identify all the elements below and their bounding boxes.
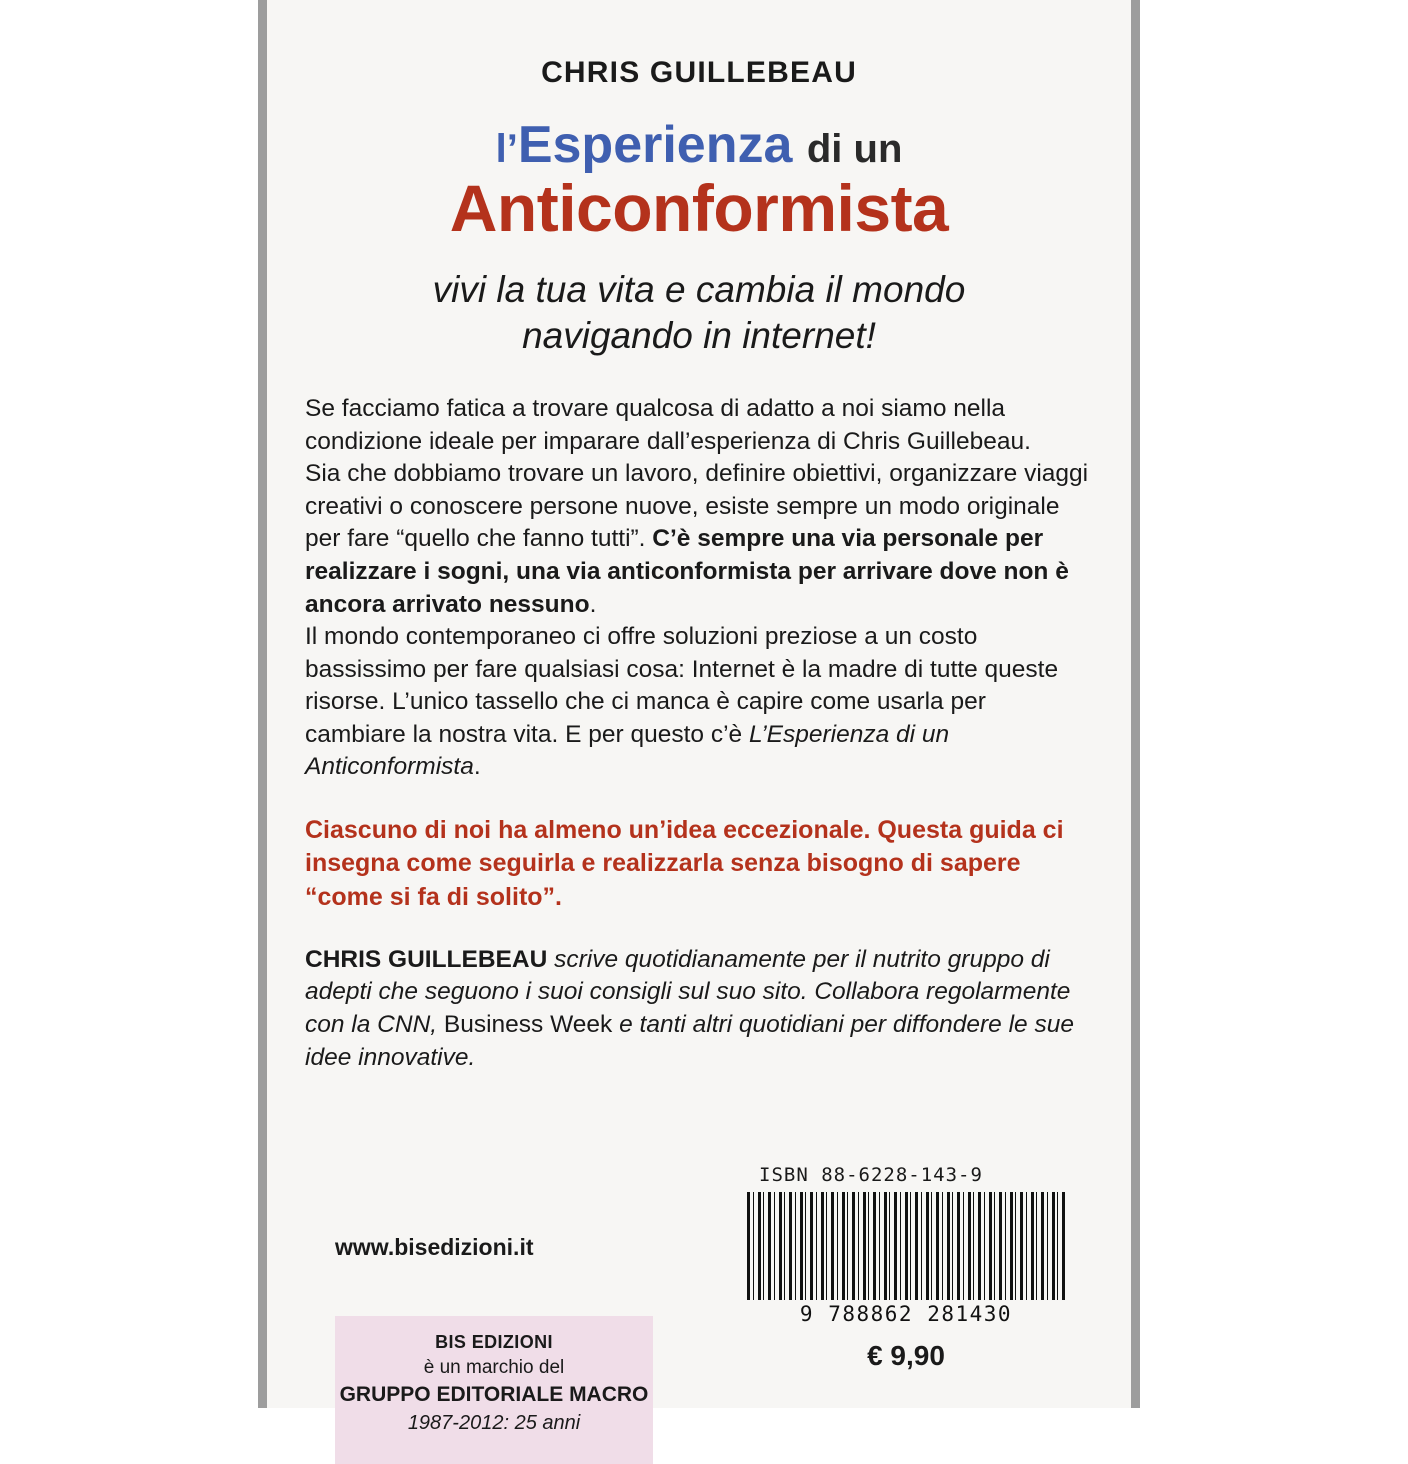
blurb-p2-plain: Sia che dobbiamo trovare un lavoro, definire obiettivi, organizzare viaggi creativi o conoscere persone nuove, esiste sempre un modo originale per fare “quello che fanno tutti”. <box>305 460 1089 553</box>
title-main-word: Esperienza <box>517 116 793 174</box>
author-bio-name: CHRIS GUILLEBEAU <box>305 945 548 973</box>
blurb-body <box>305 393 1093 784</box>
author-bio <box>305 944 1093 1074</box>
publisher-imprint-name: BIS EDIZIONI <box>435 1332 553 1352</box>
title-lead: l’ <box>495 127 518 171</box>
page-left-margin <box>0 0 258 1408</box>
blurb-p3-plain: Il mondo contemporaneo ci offre soluzioni preziose a un costo bassissimo per fare qualsiasi cosa: Internet è la madre di tutte queste risorse. L’unico tassello che ci manca è capire come usarla per cambiare la nostra vita. E per questo c’è <box>305 623 1059 748</box>
publisher-group-name: GRUPPO EDITORIALE MACRO <box>339 1383 649 1406</box>
author-bio-publication: Business Week <box>437 1010 620 1038</box>
publisher-imprint-box <box>335 1316 653 1464</box>
book-title-line-2: Anticonformista <box>449 170 949 245</box>
publisher-anniversary: 1987-2012: 25 anni <box>407 1412 581 1434</box>
blurb-p3-italic: L’Esperienza di un Anticonformista <box>305 720 950 781</box>
author-bio-text-2: e tanti altri quotidiani per diffondere le sue idee innovative. <box>305 1010 1074 1071</box>
blurb-p2-bold: C’è sempre una via personale per realizzare i sogni, una via anticonformista per arrivare dove non è ancora arrivato nessuno <box>305 525 1069 618</box>
blurb-paragraph-1: Se facciamo fatica a trovare qualcosa di adatto a noi siamo nella condizione ideale per imparare dall’esperienza di Chris Guillebeau. <box>305 395 1031 455</box>
page-right-margin <box>1140 0 1408 1408</box>
subtitle-line-1: vivi la tua vita e cambia il mondo <box>432 268 966 310</box>
title-tail: di un <box>806 127 903 171</box>
price-label: € 9,90 <box>867 1340 945 1371</box>
barcode-icon <box>747 1192 1065 1300</box>
isbn-barcode-block <box>741 1164 1071 1372</box>
blurb-paragraph-2 <box>305 458 1093 621</box>
barcode-digits: 9 788862 281430 <box>799 1302 1013 1326</box>
blurb-highlight: Ciascuno di noi ha almeno un’idea eccezionale. Questa guida ci insegna come seguirla e realizzarla senza bisogno di sapere “come si fa di solito”. <box>305 816 1064 911</box>
book-cover <box>258 0 1140 1434</box>
subtitle-line-2: navigando in internet! <box>522 314 876 356</box>
blurb-paragraph-3 <box>305 621 1093 784</box>
author-name-top: CHRIS GUILLEBEAU <box>541 56 857 89</box>
blurb-p3-end: . <box>473 753 481 781</box>
book-subtitle <box>305 267 1093 360</box>
isbn-label: ISBN 88-6228-143-9 <box>759 1164 983 1186</box>
publisher-imprint-sub: è un marchio del <box>423 1357 565 1378</box>
blurb-p2-end: . <box>589 590 597 618</box>
publisher-website-link[interactable]: www.bisedizioni.it <box>335 1234 534 1260</box>
author-bio-text-1: scrive quotidianamente per il nutrito gruppo di adepti che seguono i suoi consigli sul suo sito. Collabora regolarmente con la CNN, <box>305 945 1071 1038</box>
book-title-line-1 <box>305 118 1093 173</box>
